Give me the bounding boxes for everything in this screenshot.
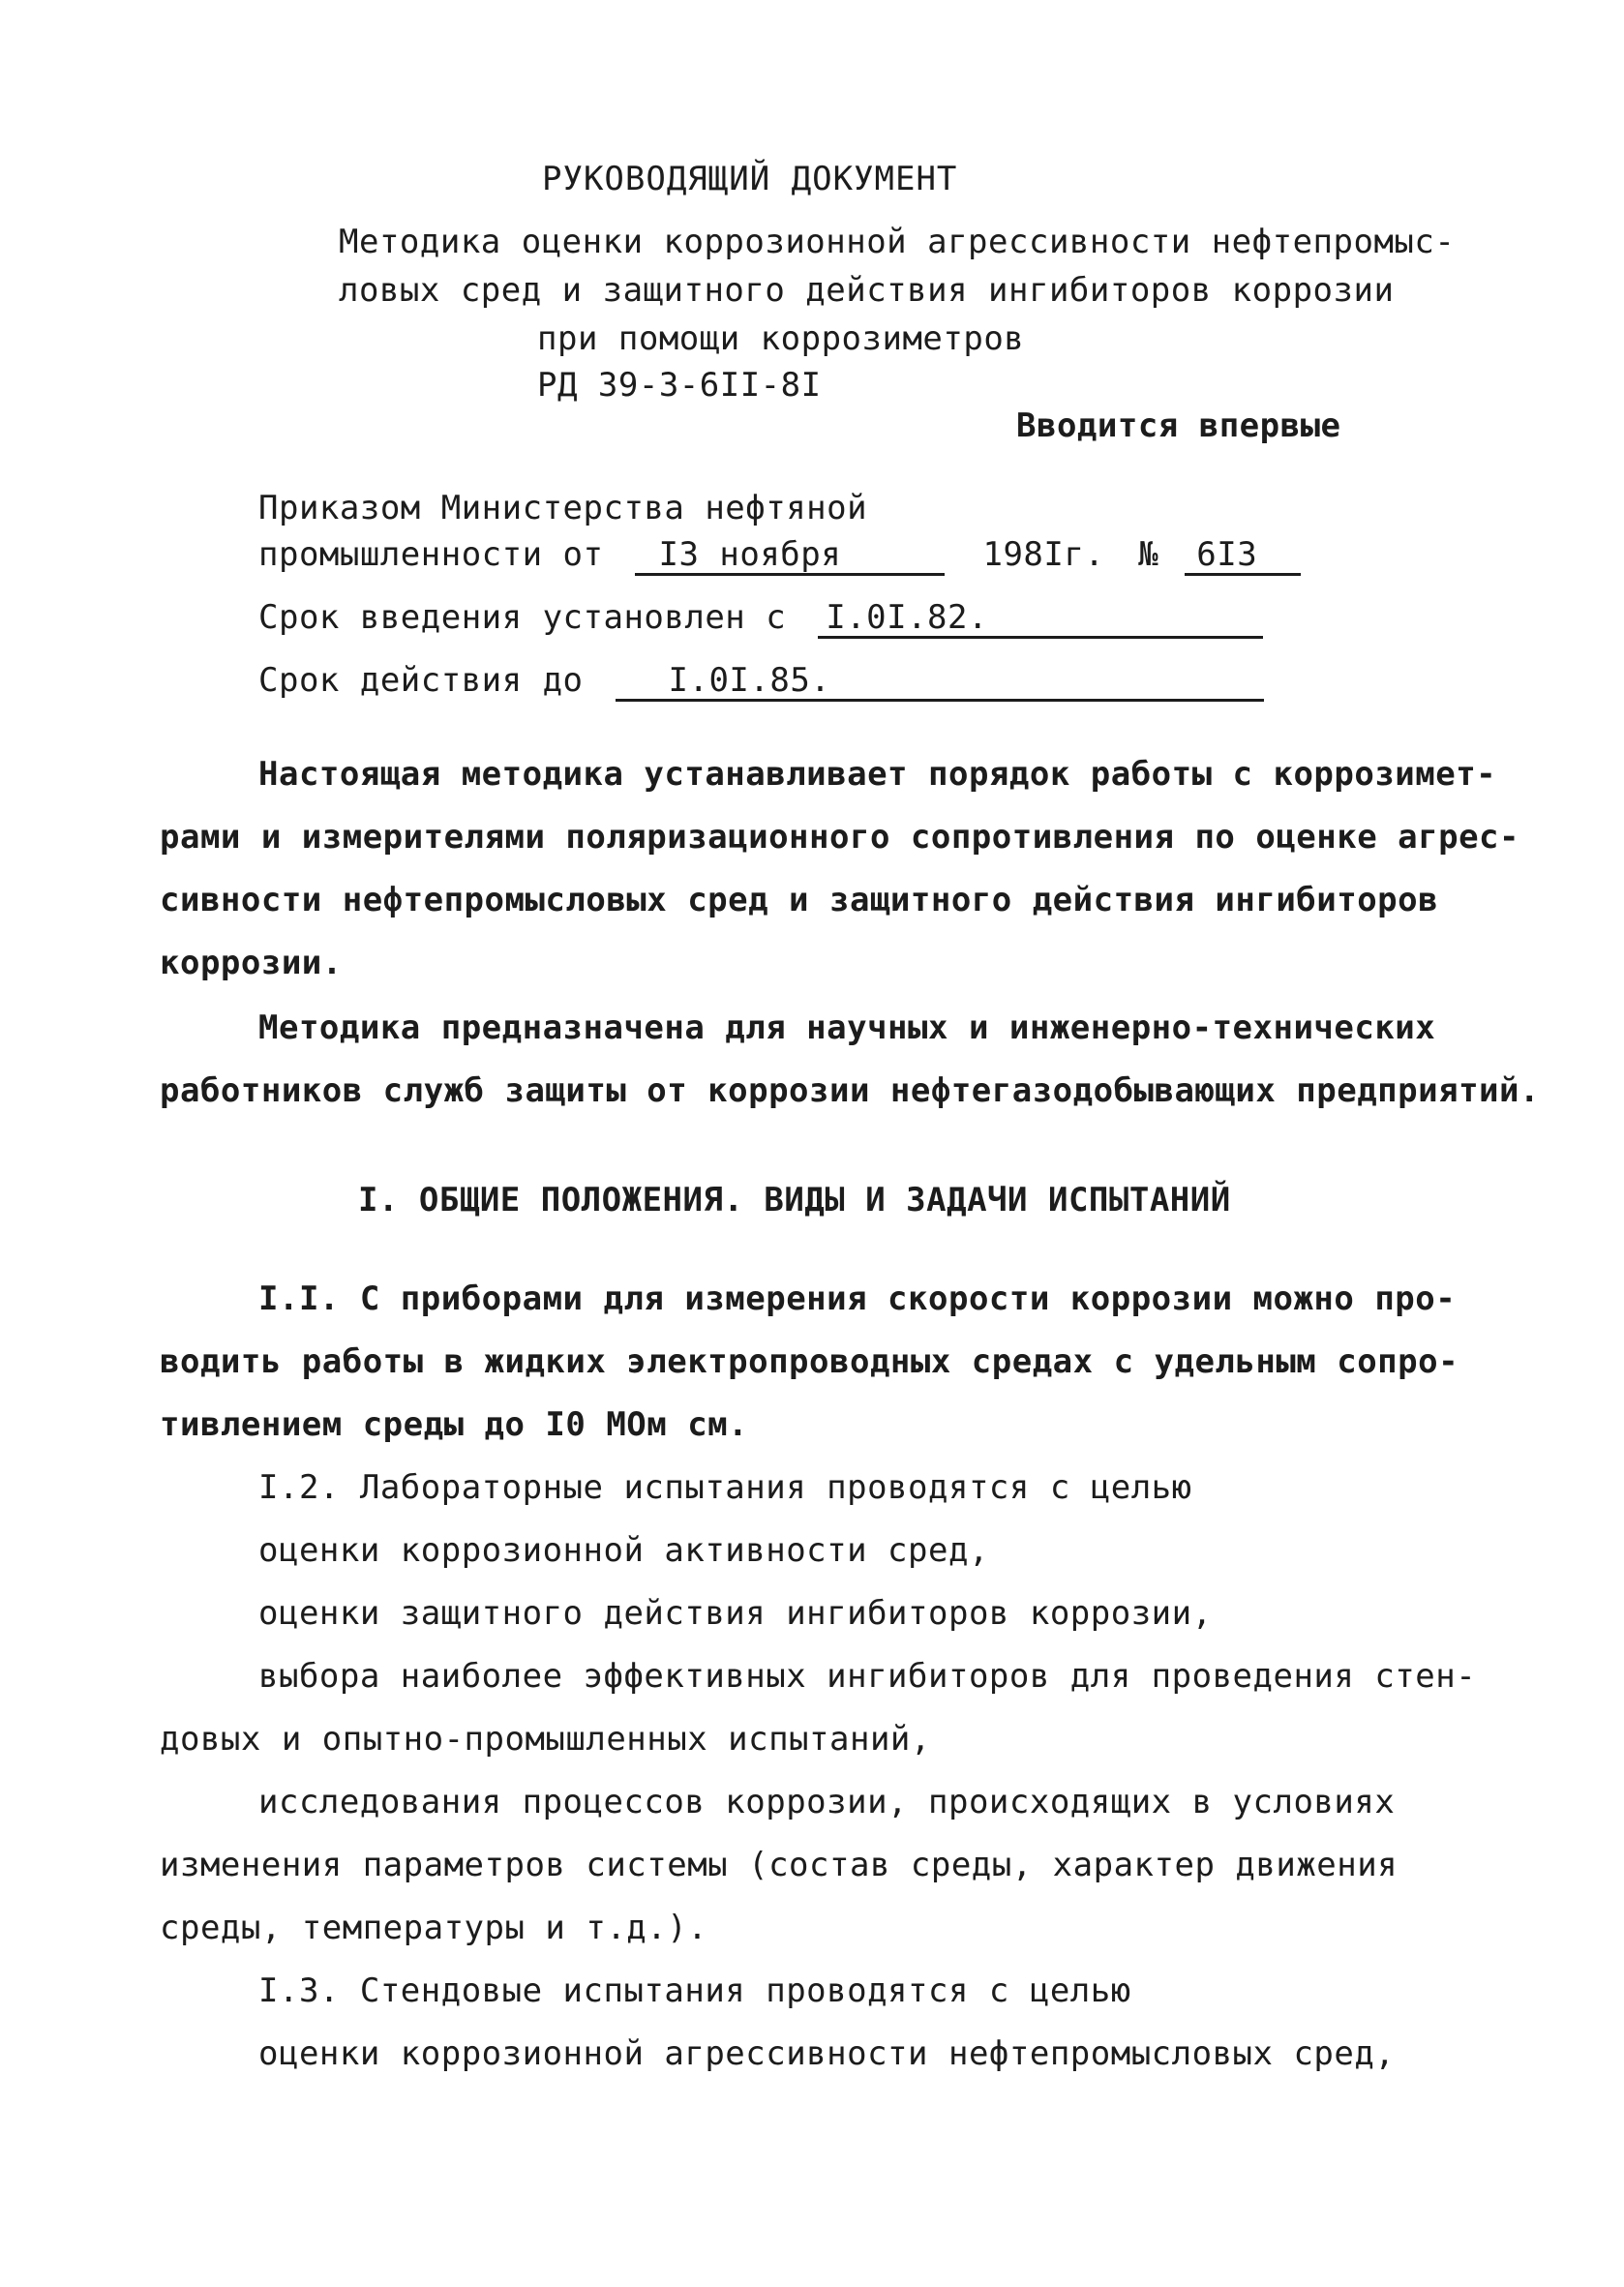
document-type: РУКОВОДЯЩИЙ ДОКУМЕНТ [542, 160, 958, 198]
valid-date-field: I.0I.85. [616, 662, 1264, 702]
section-heading: I. ОБЩИЕ ПОЛОЖЕНИЯ. ВИДЫ И ЗАДАЧИ ИСПЫТАНИЙ [358, 1181, 1231, 1219]
section-line-11: среды, температуры и т.д.). [160, 1909, 708, 1947]
valid-prefix: Срок действия до [258, 661, 584, 700]
intro-line-4: коррозии. [160, 944, 343, 982]
section-line-4: I.2. Лабораторные испытания проводятся с целью [258, 1468, 1192, 1507]
order-date-field: I3 ноября [635, 536, 945, 576]
effective-prefix: Срок введения установлен с [258, 598, 787, 637]
title-line-3: при помощи коррозиметров [537, 319, 1025, 358]
document-code: РД 39-3-6II-8I [537, 366, 822, 405]
number-sign: № [1138, 535, 1159, 574]
intro-line-3: сивности нефтепромысловых сред и защитного действия ингибиторов [160, 881, 1439, 919]
order-year: 198Iг. [982, 535, 1105, 574]
section-line-5: оценки коррозионной активности сред, [258, 1531, 989, 1570]
order-line-1: Приказом Министерства нефтяной [258, 489, 868, 527]
section-line-9: исследования процессов коррозии, происходящих в условиях [258, 1783, 1396, 1821]
section-line-2: водить работы в жидких электропроводных средах с удельным сопро- [160, 1342, 1459, 1381]
intro-line-1: Настоящая методика устанавливает порядок работы с коррозимет- [258, 755, 1497, 794]
section-line-13: оценки коррозионной агрессивности нефтепромысловых сред, [258, 2034, 1396, 2073]
section-line-8: довых и опытно-промышленных испытаний, [160, 1720, 931, 1759]
valid-line [258, 661, 1264, 702]
title-line-2: ловых сред и защитного действия ингибиторов коррозии [339, 271, 1395, 310]
section-line-1: I.I. С приборами для измерения скорости коррозии можно про- [258, 1279, 1457, 1318]
intro-line-6: работников служб защиты от коррозии нефтегазодобывающих предприятий. [160, 1071, 1540, 1110]
intro-line-2: рами и измерителями поляризационного сопротивления по оценке агрес- [160, 818, 1519, 857]
effective-line [258, 598, 1263, 639]
order-prefix: промышленности от [258, 535, 604, 574]
order-number-field: 6I3 [1185, 536, 1301, 576]
intro-line-5: Методика предназначена для научных и инженерно-технических [258, 1008, 1436, 1047]
section-line-7: выбора наиболее эффективных ингибиторов для проведения стен- [258, 1657, 1477, 1696]
effective-date-field: I.0I.82. [818, 599, 1263, 639]
title-line-1: Методика оценки коррозионной агрессивности нефтепромыс- [339, 223, 1456, 261]
section-line-10: изменения параметров системы (состав среды, характер движения [160, 1846, 1398, 1884]
order-line-2 [258, 535, 1301, 576]
section-line-6: оценки защитного действия ингибиторов коррозии, [258, 1594, 1213, 1633]
section-line-3: тивлением среды до I0 МОм см. [160, 1405, 749, 1444]
section-line-12: I.3. Стендовые испытания проводятся с целью [258, 1971, 1131, 2010]
intro-note: Вводится впервые [1016, 406, 1341, 445]
